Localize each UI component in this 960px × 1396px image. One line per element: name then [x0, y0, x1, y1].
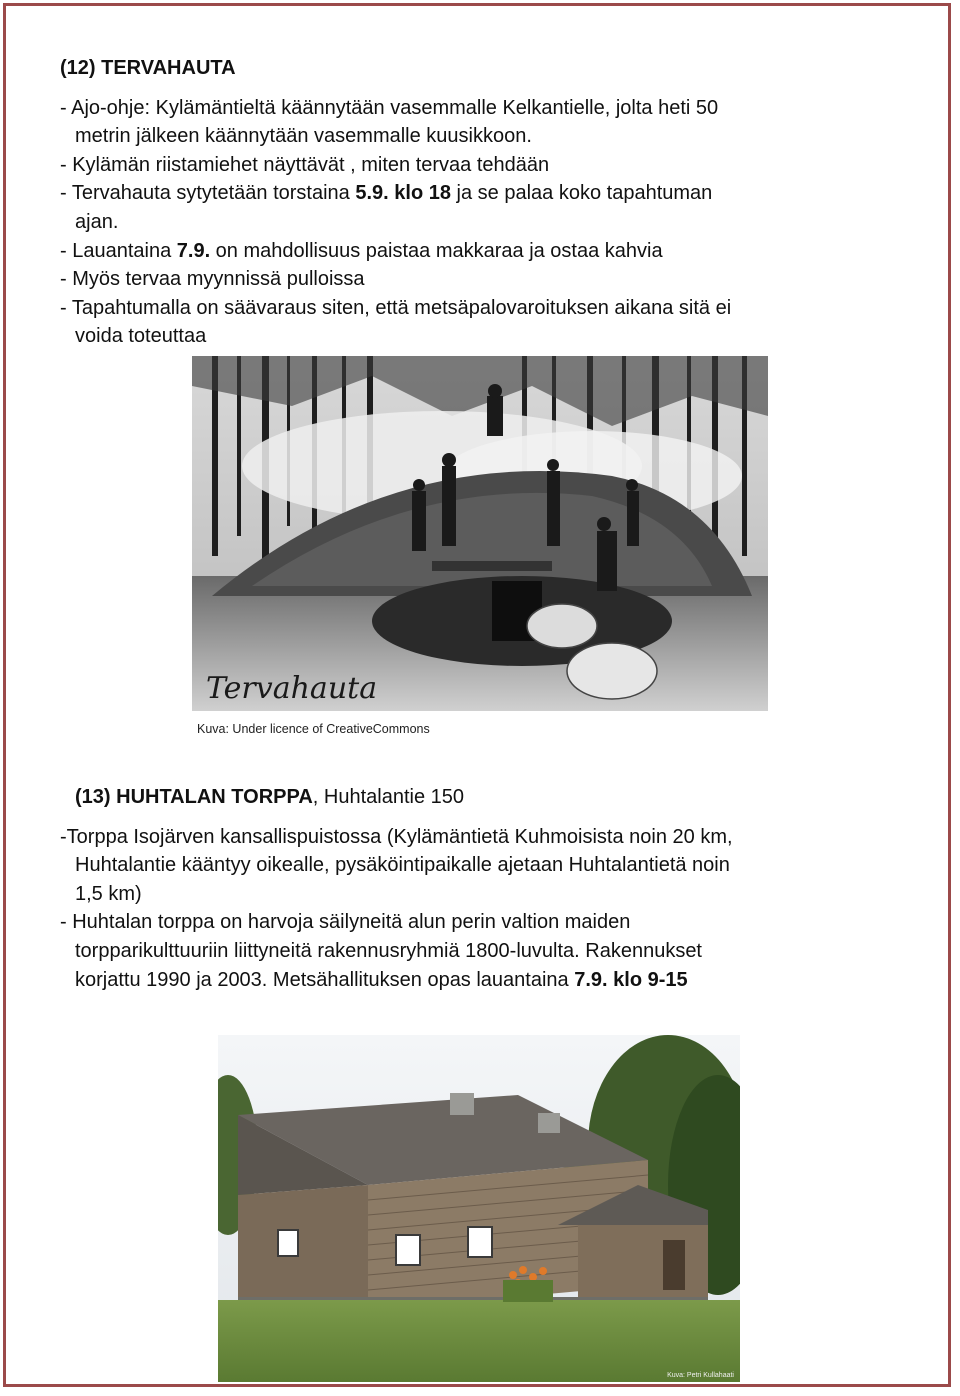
tervahauta-photo: [192, 356, 768, 711]
text-line: - Ajo-ohje: Kylämäntieltä käännytään vasemmalle Kelkantielle, jolta heti 50: [60, 96, 719, 119]
text-line: torpparikulttuuriin liittyneitä rakennusryhmiä 1800-luvulta. Rakennukset: [75, 939, 702, 962]
text-line: - Tervahauta sytytetään torstaina 5.9. klo 18 ja se palaa koko tapahtuman: [60, 182, 713, 205]
text-line: Huhtalantie kääntyy oikealle, pysäköintipaikalle ajetaan Huhtalantietä noin: [75, 854, 730, 877]
text-line: ajan.: [75, 210, 119, 233]
section-title: (12) TERVAHAUTA: [60, 57, 236, 79]
text-line: - Kylämän riistamiehet näyttävät , miten tervaa tehdään: [60, 153, 550, 176]
photo-caption: Kuva: Under licence of CreativeCommons: [197, 722, 430, 736]
text-line: voida toteuttaa: [75, 325, 207, 348]
text-line: metrin jälkeen käännytään vasemmalle kuusikkoon.: [75, 125, 532, 148]
photo-credit: Kuva: Petri Kullahaati: [667, 1372, 734, 1379]
section-title: (13) HUHTALAN TORPPA, Huhtalantie 150: [75, 786, 465, 808]
text-line: - Lauantaina 7.9. on mahdollisuus paistaa makkaraa ja ostaa kahvia: [60, 239, 663, 262]
section-huhtalan-torppa: [60, 783, 733, 994]
text-line: - Myös tervaa myynnissä pulloissa: [60, 268, 365, 291]
section-tervahauta: [60, 54, 731, 351]
text-line: - Huhtalan torppa on harvoja säilyneitä alun perin valtion maiden: [60, 911, 631, 934]
text-line: korjattu 1990 ja 2003. Metsähallituksen opas lauantaina 7.9. klo 9-15: [75, 968, 688, 991]
photo-signature: Tervahauta: [206, 671, 378, 706]
text-line: - Tapahtumalla on säävaraus siten, että metsäpalovaroituksen aikana sitä ei: [60, 296, 732, 319]
text-line: -Torppa Isojärven kansallispuistossa (Kylämäntietä Kuhmoisista noin 20 km,: [60, 825, 733, 848]
huhtalan-torppa-photo: [218, 1035, 740, 1382]
text-line: 1,5 km): [75, 882, 142, 905]
